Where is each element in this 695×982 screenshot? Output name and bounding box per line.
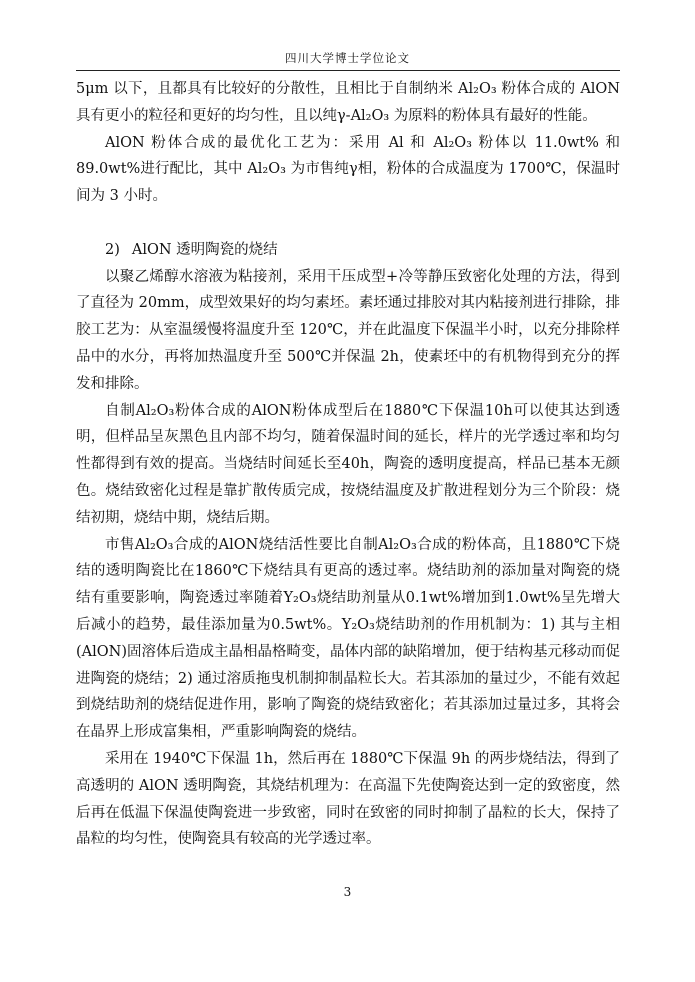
page-number: 3 [343,885,352,899]
section-heading-text: AlON 透明陶瓷的烧结 [131,241,278,258]
paragraph-2: AlON 粉体合成的最优化工艺为：采用 Al 和 Al₂O₃ 粉体以 11.0wt% 和 89.0wt%进行配比，其中 Al₂O₃ 为市售纯γ相，粉体的合成温度为 1700℃，保温时间为 3 小时。 [76,134,620,205]
paragraph-4: 自制Al₂O₃粉体合成的AlON粉体成型后在1880℃下保温10h可以使其达到透明，但样品呈灰黑色且内部不均匀，随着保温时间的延长，样片的光学透过率和均匀性都得到有效的提高。当烧结时间延长至40h，陶瓷的透明度提高，样品已基本无颜色。烧结致密化过程是靠扩散传质完成，按烧结温度及扩散进程划分为三个阶段：烧结初期，烧结中期，烧结后期。 [76,402,620,526]
main-text [76,76,620,853]
paragraph-5: 市售Al₂O₃合成的AlON烧结活性要比自制Al₂O₃合成的粉体高，且1880℃下烧结的透明陶瓷比在1860℃下烧结具有更高的透过率。烧结助剂的添加量对陶瓷的烧结有重要影响，陶瓷透过率随着Y₂O₃烧结助剂量从0.1wt%增加到1.0wt%呈先增大后减小的趋势，最佳添加量为0.5wt%。Y₂O₃烧结助剂的作用机制为：1) 其与主相(AlON)固溶体后造成主晶相晶格畸变，晶体内部的缺陷增加，便于结构基元移动而促进陶瓷的烧结；2) 通过溶质拖曳机制抑制晶粒长大。若其添加的量过少，不能有效起到烧结助剂的烧结促进作用，影响了陶瓷的烧结致密化；若其添加过量过多，其将会在晶界上形成富集相，严重影响陶瓷的烧结。 [76,536,620,741]
blank-line [76,210,620,237]
section-heading [76,237,620,264]
running-header: 四川大学博士学位论文 [285,51,410,65]
paragraph-3: 以聚乙烯醇水溶液为粘接剂，采用干压成型+冷等静压致密化处理的方法，得到了直径为 20mm，成型效果好的均匀素坯。素坯通过排胶对其内粘接剂进行排除，排胶工艺为：从室温缓慢将温度升至 120℃，并在此温度下保温半小时，以充分排除样品中的水分，再将加热温度升至 500℃并保温 2h，使素坯中的有机物得到充分的挥发和排除。 [76,268,620,392]
header-rule [76,70,620,71]
paragraph-1: 5μm 以下，且都具有比较好的分散性，且相比于自制纳米 Al₂O₃ 粉体合成的 AlON 具有更小的粒径和更好的均匀性，且以纯γ-Al₂O₃ 为原料的粉体具有最好的性能。 [76,81,620,124]
paragraph-6: 采用在 1940℃下保温 1h，然后再在 1880℃下保温 9h 的两步烧结法，得到了高透明的 AlON 透明陶瓷，其烧结机理为：在高温下先使陶瓷达到一定的致密度，然后再在低温下保温使陶瓷进一步致密，同时在致密的同时抑制了晶粒的长大，保持了晶粒的均匀性，使陶瓷具有较高的光学透过率。 [76,750,620,848]
section-heading-number: 2) [105,241,120,258]
